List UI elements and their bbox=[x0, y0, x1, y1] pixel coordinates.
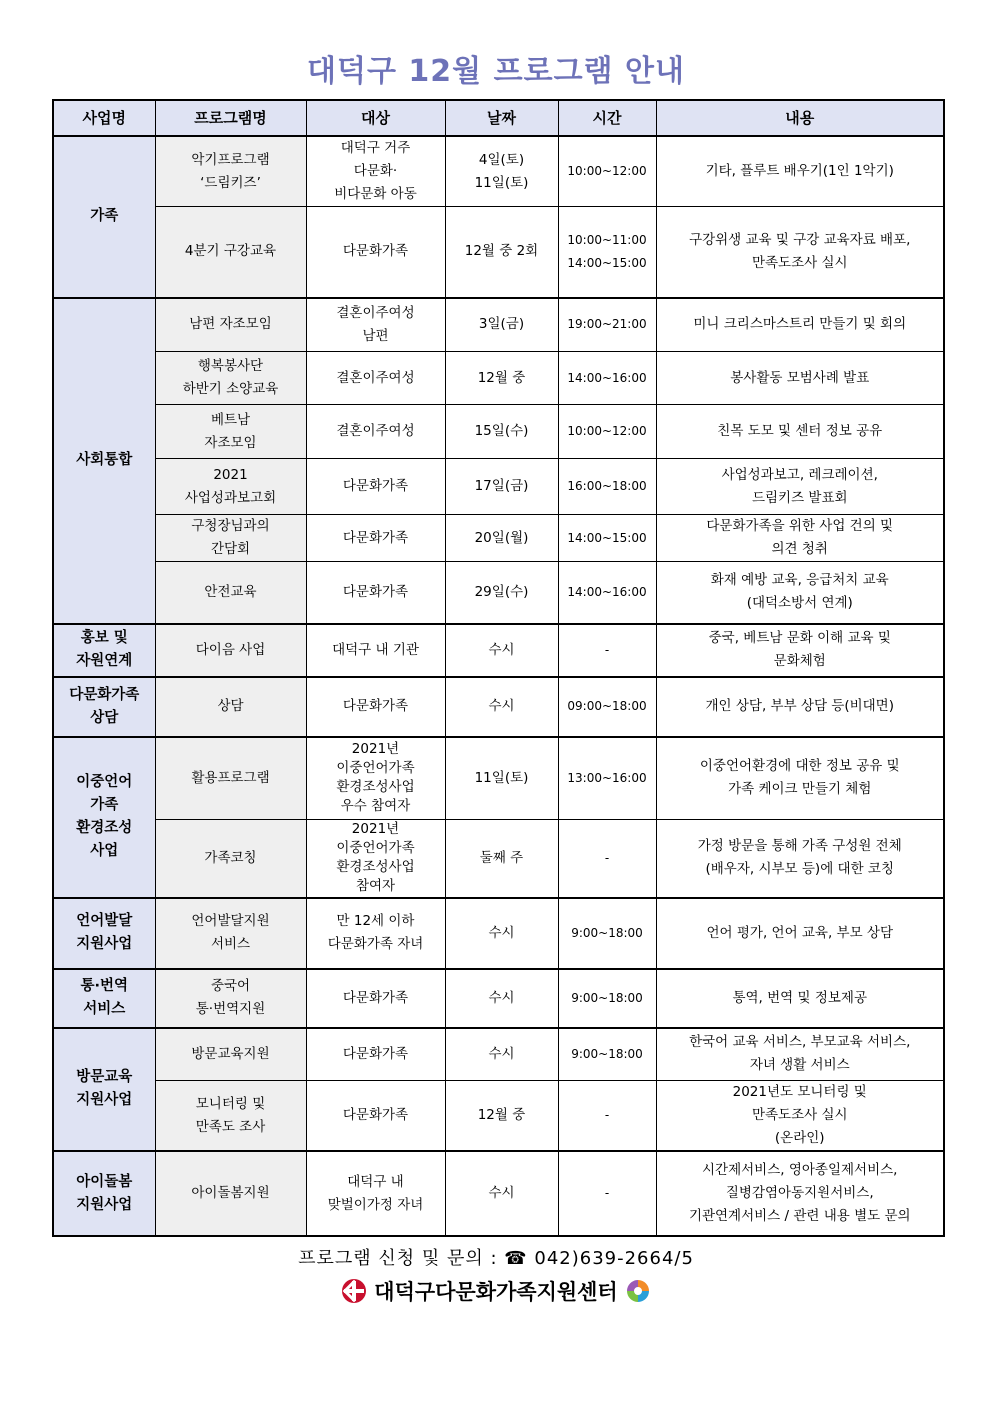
date-cell: 수시 bbox=[445, 1028, 558, 1081]
category-cell: 아이돌봄 지원사업 bbox=[53, 1151, 155, 1236]
program-cell: 가족코칭 bbox=[155, 820, 306, 898]
time-cell: 14:00~16:00 bbox=[558, 352, 656, 405]
date-cell: 수시 bbox=[445, 898, 558, 969]
content-cell: 기타, 플루트 배우기(1인 1악기) bbox=[656, 136, 944, 207]
page-title: 대덕구 12월 프로그램 안내 bbox=[307, 54, 685, 89]
table-row bbox=[53, 562, 944, 624]
category-cell: 홍보 및 자원연계 bbox=[53, 624, 155, 677]
content-cell: 미니 크리스마스트리 만들기 및 회의 bbox=[656, 298, 944, 352]
program-cell: 방문교육지원 bbox=[155, 1028, 306, 1081]
target-cell: 다문화가족 bbox=[306, 1081, 445, 1152]
date-cell: 4일(토) 11일(토) bbox=[445, 136, 558, 207]
time-cell: - bbox=[558, 624, 656, 677]
date-cell: 20일(월) bbox=[445, 515, 558, 562]
target-cell: 대덕구 내 기관 bbox=[306, 624, 445, 677]
target-cell: 결혼이주여성 남편 bbox=[306, 298, 445, 352]
date-cell: 둘째 주 bbox=[445, 820, 558, 898]
time-cell: 9:00~18:00 bbox=[558, 1028, 656, 1081]
header-time: 시간 bbox=[558, 100, 656, 136]
header-content: 내용 bbox=[656, 100, 944, 136]
category-cell: 언어발달 지원사업 bbox=[53, 898, 155, 969]
date-cell: 11일(토) bbox=[445, 737, 558, 820]
date-cell: 12월 중 bbox=[445, 1081, 558, 1152]
target-cell: 2021년 이중언어가족 환경조성사업 참여자 bbox=[306, 820, 445, 898]
program-cell: 중국어 통·번역지원 bbox=[155, 969, 306, 1028]
target-cell: 다문화가족 bbox=[306, 969, 445, 1028]
program-cell: 악기프로그램 ‘드림키즈’ bbox=[155, 136, 306, 207]
table-row bbox=[53, 298, 944, 352]
content-cell: 이중언어환경에 대한 정보 공유 및 가족 케이크 만들기 체험 bbox=[656, 737, 944, 820]
content-cell: 봉사활동 모범사례 발표 bbox=[656, 352, 944, 405]
date-cell: 29일(수) bbox=[445, 562, 558, 624]
date-cell: 수시 bbox=[445, 1151, 558, 1236]
time-cell: 09:00~18:00 bbox=[558, 677, 656, 737]
time-cell: 13:00~16:00 bbox=[558, 737, 656, 820]
program-cell: 베트남 자조모임 bbox=[155, 405, 306, 459]
organization-name: 대덕구다문화가족지원센터 bbox=[374, 1280, 618, 1304]
program-table bbox=[52, 99, 945, 1237]
program-cell: 구청장님과의 간담회 bbox=[155, 515, 306, 562]
program-cell: 행복봉사단 하반기 소양교육 bbox=[155, 352, 306, 405]
time-cell: 14:00~15:00 bbox=[558, 515, 656, 562]
category-cell: 가족 bbox=[53, 136, 155, 298]
content-cell: 언어 평가, 언어 교육, 부모 상담 bbox=[656, 898, 944, 969]
content-cell: 통역, 번역 및 정보제공 bbox=[656, 969, 944, 1028]
contact-line: 프로그램 신청 및 문의 : ☎ 042)639-2664/5 bbox=[298, 1248, 694, 1269]
target-cell: 다문화가족 bbox=[306, 1028, 445, 1081]
program-cell: 언어발달지원 서비스 bbox=[155, 898, 306, 969]
content-cell: 친목 도모 및 센터 정보 공유 bbox=[656, 405, 944, 459]
category-cell: 사회통합 bbox=[53, 298, 155, 624]
date-cell: 15일(수) bbox=[445, 405, 558, 459]
table-row bbox=[53, 352, 944, 405]
organization-footer bbox=[0, 1276, 992, 1309]
category-cell: 다문화가족 상담 bbox=[53, 677, 155, 737]
category-cell: 이중언어 가족 환경조성 사업 bbox=[53, 737, 155, 898]
table-row bbox=[53, 136, 944, 207]
program-cell: 다이음 사업 bbox=[155, 624, 306, 677]
target-cell: 2021년 이중언어가족 환경조성사업 우수 참여자 bbox=[306, 737, 445, 820]
target-cell: 다문화가족 bbox=[306, 459, 445, 515]
content-cell: 중국, 베트남 문화 이해 교육 및 문화체험 bbox=[656, 624, 944, 677]
content-cell: 화재 예방 교육, 응급처치 교육 (대덕소방서 연계) bbox=[656, 562, 944, 624]
table-row bbox=[53, 737, 944, 820]
date-cell: 12월 중 bbox=[445, 352, 558, 405]
date-cell: 수시 bbox=[445, 969, 558, 1028]
program-cell: 안전교육 bbox=[155, 562, 306, 624]
time-cell: 14:00~16:00 bbox=[558, 562, 656, 624]
content-cell: 개인 상담, 부부 상담 등(비대면) bbox=[656, 677, 944, 737]
target-cell: 결혼이주여성 bbox=[306, 405, 445, 459]
content-cell: 시간제서비스, 영아종일제서비스, 질병감염아동지원서비스, 기관연계서비스 / 관련 내용 별도 문의 bbox=[656, 1151, 944, 1236]
header-date: 날짜 bbox=[445, 100, 558, 136]
time-cell: - bbox=[558, 1151, 656, 1236]
target-cell: 결혼이주여성 bbox=[306, 352, 445, 405]
target-cell: 대덕구 거주 다문화· 비다문화 아동 bbox=[306, 136, 445, 207]
header-program: 프로그램명 bbox=[155, 100, 306, 136]
center-logo-icon bbox=[625, 1278, 651, 1309]
content-cell: 2021년도 모니터링 및 만족도조사 실시 (온라인) bbox=[656, 1081, 944, 1152]
content-cell: 사업성과보고, 레크레이션, 드림키즈 발표회 bbox=[656, 459, 944, 515]
program-cell: 아이돌봄지원 bbox=[155, 1151, 306, 1236]
content-cell: 다문화가족을 위한 사업 건의 및 의견 청취 bbox=[656, 515, 944, 562]
time-cell: 9:00~18:00 bbox=[558, 969, 656, 1028]
table-row bbox=[53, 459, 944, 515]
target-cell: 다문화가족 bbox=[306, 515, 445, 562]
table-row bbox=[53, 624, 944, 677]
category-cell: 통·번역 서비스 bbox=[53, 969, 155, 1028]
date-cell: 3일(금) bbox=[445, 298, 558, 352]
table-row bbox=[53, 1151, 944, 1236]
date-cell: 17일(금) bbox=[445, 459, 558, 515]
header-business: 사업명 bbox=[53, 100, 155, 136]
program-cell: 상담 bbox=[155, 677, 306, 737]
time-cell: 10:00~12:00 bbox=[558, 136, 656, 207]
program-cell: 2021 사업성과보고회 bbox=[155, 459, 306, 515]
table-row bbox=[53, 820, 944, 898]
program-cell: 모니터링 및 만족도 조사 bbox=[155, 1081, 306, 1152]
content-cell: 한국어 교육 서비스, 부모교육 서비스, 자녀 생활 서비스 bbox=[656, 1028, 944, 1081]
table-row bbox=[53, 677, 944, 737]
table-row bbox=[53, 969, 944, 1028]
time-cell: 19:00~21:00 bbox=[558, 298, 656, 352]
header-target: 대상 bbox=[306, 100, 445, 136]
date-cell: 수시 bbox=[445, 677, 558, 737]
content-cell: 가정 방문을 통해 가족 구성원 전체 (배우자, 시부모 등)에 대한 코칭 bbox=[656, 820, 944, 898]
content-cell: 구강위생 교육 및 구강 교육자료 배포, 만족도조사 실시 bbox=[656, 207, 944, 298]
target-cell: 다문화가족 bbox=[306, 562, 445, 624]
target-cell: 다문화가족 bbox=[306, 207, 445, 298]
table-row bbox=[53, 898, 944, 969]
category-cell: 방문교육 지원사업 bbox=[53, 1028, 155, 1152]
table-header-row bbox=[53, 100, 944, 136]
target-cell: 다문화가족 bbox=[306, 677, 445, 737]
target-cell: 만 12세 이하 다문화가족 자녀 bbox=[306, 898, 445, 969]
time-cell: - bbox=[558, 1081, 656, 1152]
date-cell: 12월 중 2회 bbox=[445, 207, 558, 298]
cross-logo-icon bbox=[341, 1278, 367, 1309]
time-cell: 16:00~18:00 bbox=[558, 459, 656, 515]
target-cell: 대덕구 내 맞벌이가정 자녀 bbox=[306, 1151, 445, 1236]
time-cell: - bbox=[558, 820, 656, 898]
table-row bbox=[53, 405, 944, 459]
program-cell: 활용프로그램 bbox=[155, 737, 306, 820]
table-row bbox=[53, 515, 944, 562]
table-row bbox=[53, 1028, 944, 1081]
time-cell: 10:00~12:00 bbox=[558, 405, 656, 459]
time-cell: 9:00~18:00 bbox=[558, 898, 656, 969]
program-cell: 남편 자조모임 bbox=[155, 298, 306, 352]
program-cell: 4분기 구강교육 bbox=[155, 207, 306, 298]
table-row bbox=[53, 1081, 944, 1152]
table-row bbox=[53, 207, 944, 298]
time-cell: 10:00~11:00 14:00~15:00 bbox=[558, 207, 656, 298]
date-cell: 수시 bbox=[445, 624, 558, 677]
